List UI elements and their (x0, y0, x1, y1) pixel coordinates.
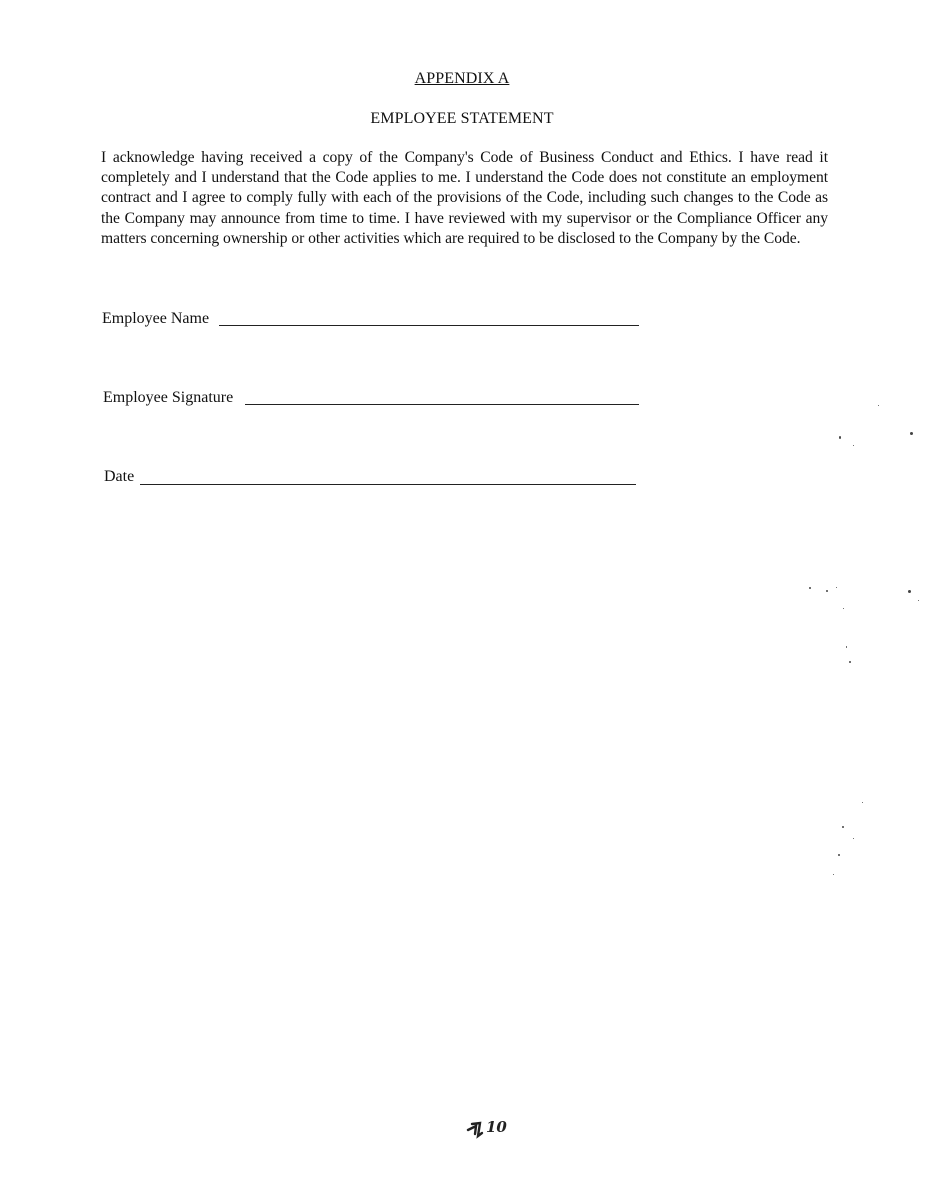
employee-signature-line[interactable] (245, 404, 639, 405)
acknowledgement-paragraph: I acknowledge having received a copy of the Company's Code of Business Conduct and Ethics. I have read it completely and I understand that the Code applies to me. I understand the Code does not constitute an employment contract and I agree to comply fully with each of the provisions of the Code, including such changes to the Code as the Company may announce from time to time. I have reviewed with my supervisor or the Compliance Officer any matters concerning ownership or other activities which are required to be disclosed to the Company by the Code. (101, 149, 828, 247)
employee-signature-label: Employee Signature (103, 389, 234, 406)
employee-name-line[interactable] (219, 325, 639, 326)
page-number-text: 10 (486, 1118, 507, 1136)
statement-heading: EMPLOYEE STATEMENT (370, 110, 554, 127)
handwritten-mark-icon (466, 1120, 486, 1140)
page-number (466, 1118, 516, 1142)
date-line[interactable] (140, 484, 636, 485)
appendix-heading: APPENDIX A (414, 70, 510, 87)
date-label: Date (104, 468, 135, 485)
employee-name-label: Employee Name (102, 310, 210, 327)
